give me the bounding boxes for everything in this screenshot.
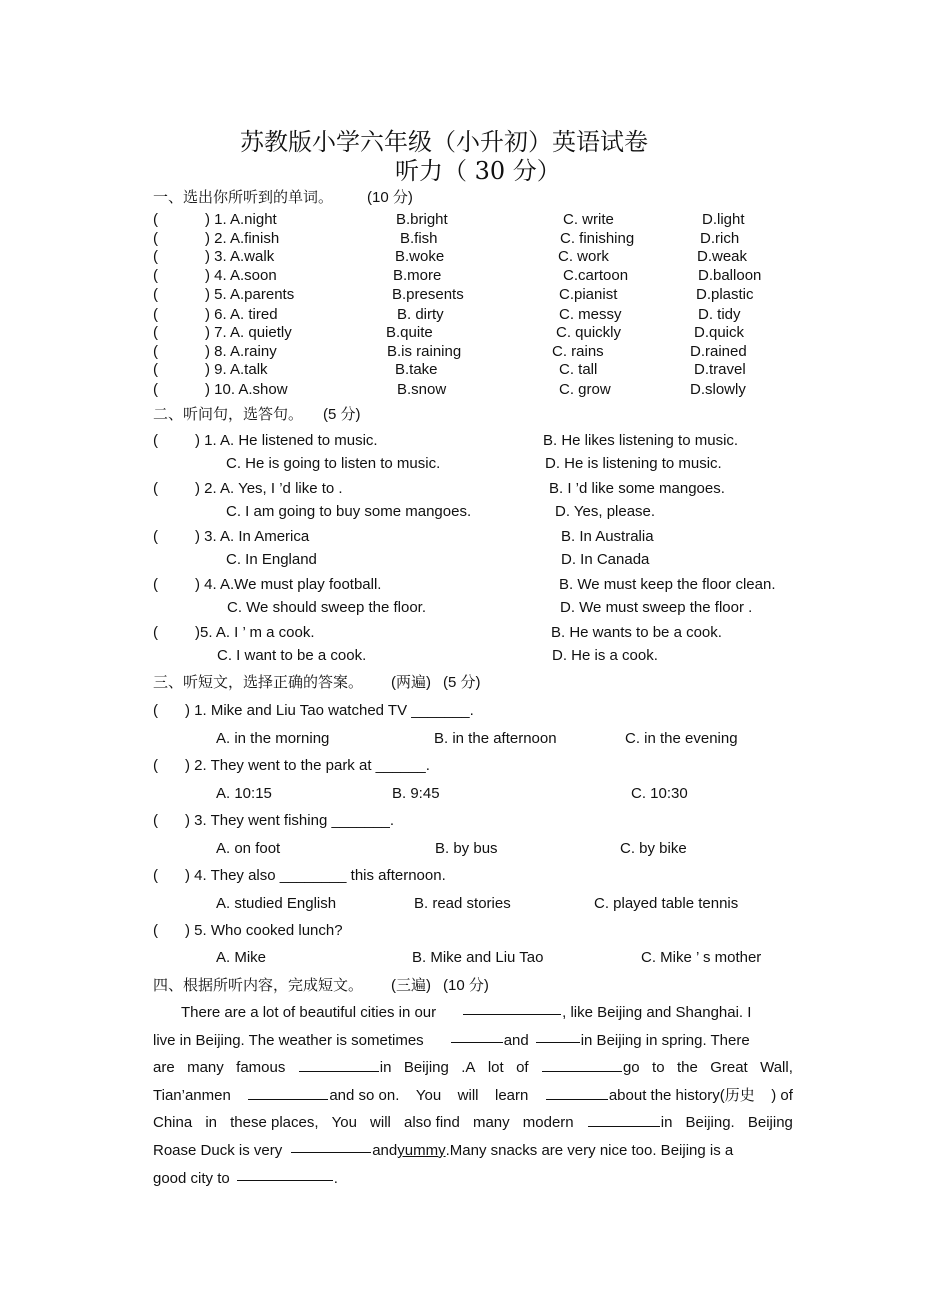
option-a: A. in the morning — [216, 730, 330, 747]
bracket-open: ( — [153, 480, 158, 497]
question-number: ) 10. A.show — [205, 381, 288, 398]
option-a: ) 2. A. Yes, I ’d like to . — [195, 480, 343, 497]
section-1-heading: 一、选出你所听到的单词。 (10 分) — [153, 189, 413, 206]
option-d: D. tidy — [698, 306, 741, 323]
option-b: B.is raining — [387, 343, 462, 360]
option-a: A. 10:15 — [216, 785, 272, 802]
exam-title: 苏教版小学六年级（小升初）英语试卷 — [240, 128, 648, 156]
option-c: C. write — [563, 211, 614, 228]
option-b: B.woke — [395, 248, 445, 265]
question-number: ) 5. A.parents — [205, 286, 295, 303]
option-d: D.balloon — [698, 267, 762, 284]
option-c: C. I am going to buy some mangoes. — [226, 503, 472, 520]
option-b: B.quite — [386, 324, 433, 341]
option-c: C. played table tennis — [594, 895, 739, 912]
option-b: B.presents — [392, 286, 464, 303]
answer-blank[interactable] — [451, 1027, 503, 1043]
option-c: C. grow — [559, 381, 611, 398]
bracket-open: ( — [153, 230, 158, 247]
option-c: C. tall — [559, 361, 598, 378]
option-d: D.quick — [694, 324, 745, 341]
question-number: ) 6. A. tired — [205, 306, 278, 323]
option-d: D.slowly — [690, 381, 746, 398]
section-3-heading: 三、听短文，选择正确的答案。 (两遍) (5 分) — [153, 674, 481, 691]
bracket-open: ( — [153, 248, 158, 265]
answer-blank[interactable] — [248, 1084, 328, 1100]
bracket-open: ( — [153, 432, 158, 449]
answer-blank[interactable] — [291, 1137, 371, 1153]
option-c: C. We should sweep the floor. — [227, 599, 426, 616]
question-text: ) 5. Who cooked lunch? — [185, 922, 343, 939]
option-b: B.bright — [396, 211, 448, 228]
bracket-open: ( — [153, 576, 158, 593]
option-c: C. work — [558, 248, 609, 265]
answer-blank[interactable] — [536, 1027, 580, 1043]
bracket-open: ( — [153, 324, 158, 341]
option-b: B. I ’d like some mangoes. — [549, 480, 725, 497]
option-b: B. dirty — [397, 306, 444, 323]
option-c: C. 10:30 — [631, 785, 688, 802]
option-d: D.plastic — [696, 286, 754, 303]
option-b: B. In Australia — [561, 528, 654, 545]
option-c: C. He is going to listen to music. — [226, 455, 441, 472]
option-d: D.rained — [690, 343, 747, 360]
bracket-open: ( — [153, 361, 158, 378]
answer-blank[interactable] — [299, 1056, 379, 1072]
question-number: ) 8. A.rainy — [205, 343, 277, 360]
option-b: B. in the afternoon — [434, 730, 557, 747]
question-number: ) 1. A.night — [205, 211, 277, 228]
option-c: C.cartoon — [563, 267, 629, 284]
bracket-open: ( — [153, 343, 158, 360]
option-a: )5. A. I ’ m a cook. — [195, 624, 315, 641]
question-number: ) 4. A.soon — [205, 267, 277, 284]
option-b: B. by bus — [435, 840, 498, 857]
question-number: ) 7. A. quietly — [205, 324, 292, 341]
option-a: ) 1. A. He listened to music. — [195, 432, 378, 449]
option-b: B. He wants to be a cook. — [551, 624, 722, 641]
option-d: D. We must sweep the floor . — [560, 599, 753, 616]
option-d: D. In Canada — [561, 551, 650, 568]
option-c: C. in the evening — [625, 730, 738, 747]
option-b: B.snow — [397, 381, 447, 398]
answer-blank[interactable] — [463, 999, 561, 1015]
bracket-open: ( — [153, 267, 158, 284]
option-b: B. He likes listening to music. — [543, 432, 739, 449]
option-a: ) 4. A.We must play football. — [195, 576, 382, 593]
option-d: D.travel — [694, 361, 746, 378]
option-d: D. Yes, please. — [555, 503, 656, 520]
bracket-open: ( — [153, 381, 158, 398]
question-text: ) 1. Mike and Liu Tao watched TV _______. — [185, 702, 474, 719]
option-c: C. finishing — [560, 230, 635, 247]
option-a: A. studied English — [216, 895, 337, 912]
bracket-open: ( — [153, 922, 158, 939]
bracket-open: ( — [153, 306, 158, 323]
question-number: ) 9. A.talk — [205, 361, 268, 378]
option-c: C.pianist — [559, 286, 618, 303]
option-c: C. In England — [226, 551, 317, 568]
option-b: B. 9:45 — [392, 785, 440, 802]
option-b: B.take — [395, 361, 438, 378]
option-b: B.fish — [400, 230, 438, 247]
cloze-passage: There are a lot of beautiful cities in our , like Beijing and Shanghai. I live in Beijing. The weather is sometimes and in Beijing in spring. There are many famous in Beijing .A lot of go to the Great Wall, Tian’anmen and so on. You will learn about the history(历史 ) of China in these places, You will also find many modern in Beijing. Beijing Roase Duck is very and yummy .Many snacks are very nice too. Beijing is a good city to . — [153, 999, 793, 1192]
bracket-open: ( — [153, 812, 158, 829]
option-b: B.more — [393, 267, 442, 284]
option-a: ) 3. A. In America — [195, 528, 310, 545]
bracket-open: ( — [153, 528, 158, 545]
bracket-open: ( — [153, 211, 158, 228]
option-d: D.weak — [697, 248, 748, 265]
answer-blank[interactable] — [546, 1084, 608, 1100]
option-c: C. I want to be a cook. — [217, 647, 367, 664]
section-4-heading: 四、根据所听内容，完成短文。 (三遍) (10 分) — [153, 977, 489, 994]
option-d: D.rich — [700, 230, 740, 247]
answer-blank[interactable] — [237, 1165, 333, 1181]
listening-subtitle: 听力（ 30 分） — [395, 157, 561, 185]
question-number: ) 3. A.walk — [205, 248, 275, 265]
option-c: C. by bike — [620, 840, 687, 857]
option-d: D. He is listening to music. — [545, 455, 722, 472]
answer-blank[interactable] — [588, 1111, 660, 1127]
bracket-open: ( — [153, 867, 158, 884]
section-2-heading: 二、听问句，选答句。 (5 分) — [153, 406, 361, 423]
option-d: D. He is a cook. — [552, 647, 658, 664]
option-c: C. Mike ’ s mother — [641, 949, 762, 966]
option-d: D.light — [702, 211, 745, 228]
option-b: B. read stories — [414, 895, 511, 912]
option-c: C. rains — [552, 343, 604, 360]
option-a: A. on foot — [216, 840, 281, 857]
option-b: B. Mike and Liu Tao — [412, 949, 544, 966]
question-text: ) 2. They went to the park at ______. — [185, 757, 430, 774]
question-text: ) 3. They went fishing _______. — [185, 812, 395, 829]
bracket-open: ( — [153, 702, 158, 719]
bracket-open: ( — [153, 624, 158, 641]
bracket-open: ( — [153, 757, 158, 774]
answer-blank[interactable] — [542, 1056, 622, 1072]
question-text: ) 4. They also ________ this afternoon. — [185, 867, 446, 884]
option-c: C. quickly — [556, 324, 622, 341]
bracket-open: ( — [153, 286, 158, 303]
option-c: C. messy — [559, 306, 622, 323]
question-number: ) 2. A.finish — [205, 230, 280, 247]
option-b: B. We must keep the floor clean. — [559, 576, 776, 593]
option-a: A. Mike — [216, 949, 267, 966]
